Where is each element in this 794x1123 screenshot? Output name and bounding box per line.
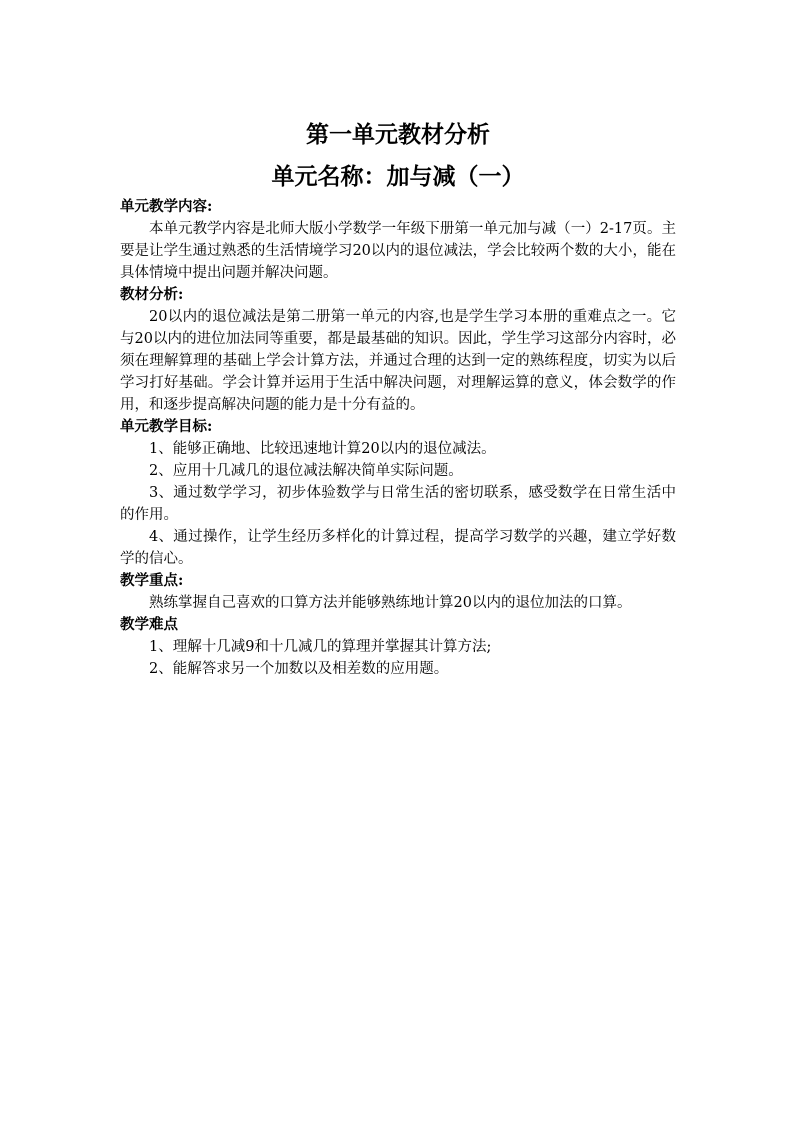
- document-title: 第一单元教材分析: [306, 121, 490, 148]
- section-objectives: [120, 416, 676, 570]
- document-subtitle: 单元名称：加与减（一）: [271, 163, 525, 190]
- section-paragraph: 熟练掌握自己喜欢的口算方法并能够熟练地计算20以内的退位加法的口算。: [149, 595, 632, 611]
- section-heading: 单元教学内容:: [120, 198, 213, 215]
- objective-item: 3、通过数学学习，初步体验数学与日常生活的密切联系，感受数学在日常生活中的作用。: [120, 485, 676, 523]
- section-heading: 教材分析:: [120, 286, 184, 303]
- document-page: [120, 118, 676, 680]
- objective-item: 4、通过操作，让学生经历多样化的计算过程，提高学习数学的兴趣，建立学好数学的信心。: [120, 529, 676, 567]
- section-heading: 教学难点: [120, 616, 178, 633]
- section-content: [120, 196, 676, 284]
- section-paragraph: 本单元教学内容是北师大版小学数学一年级下册第一单元加与减（一）2-17页。主要是让学生通过熟悉的生活情境学习20以内的退位减法，学会比较两个数的大小，能在具体情境中提出问题并解决问题。: [120, 221, 676, 281]
- objective-item: 2、应用十几减几的退位减法解决简单实际问题。: [149, 463, 463, 479]
- section-analysis: [120, 284, 676, 416]
- section-heading: 单元教学目标:: [120, 418, 213, 435]
- objective-item: 1、能够正确地、比较迅速地计算20以内的退位减法。: [149, 441, 496, 457]
- difficulty-item: 1、理解十几减9和十几减几的算理并掌握其计算方法;: [149, 639, 492, 655]
- difficulty-item: 2、能解答求另一个加数以及相差数的应用题。: [149, 661, 449, 677]
- section-key-points: [120, 570, 676, 614]
- section-difficulties: [120, 614, 676, 680]
- section-heading: 教学重点:: [120, 572, 184, 589]
- section-paragraph: 20以内的退位减法是第二册第一单元的内容,也是学生学习本册的重难点之一。它与20以内的进位加法同等重要，都是最基础的知识。因此，学生学习这部分内容时，必须在理解算理的基础上学会计算方法，并通过合理的达到一定的熟练程度，切实为以后学习打好基础。学会计算并运用于生活中解决问题，对理解运算的意义，体会数学的作用，和逐步提高解决问题的能力是十分有益的。: [120, 309, 676, 413]
